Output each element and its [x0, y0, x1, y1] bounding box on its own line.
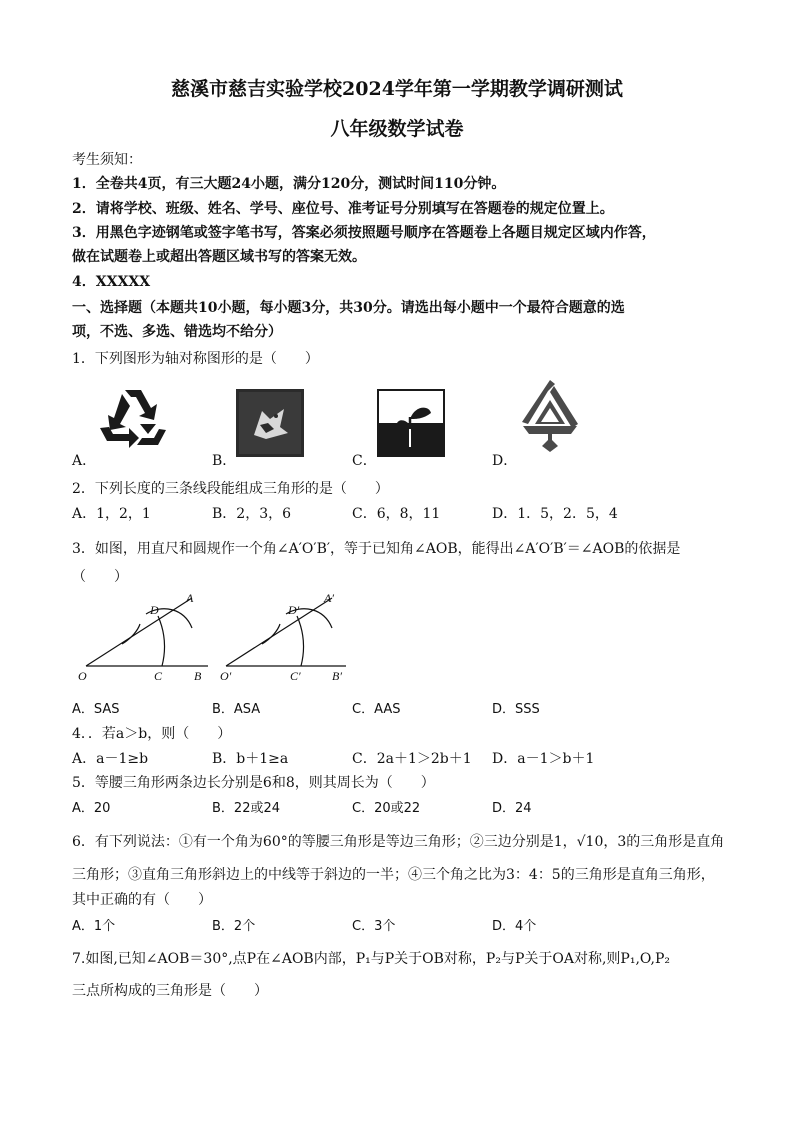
fig-label-d: D	[150, 603, 159, 617]
q6-line-2: 三角形；③直角三角形斜边上的中线等于斜边的一半；④三个角之比为3：4：5的三角形是直角三角形，	[72, 867, 715, 883]
q3-option-c: C．AAS	[352, 702, 401, 717]
q4-option-b: B．b＋1≥a	[212, 751, 289, 767]
notice-heading: 考生须知：	[72, 152, 142, 168]
section1-heading: 一、选择题（本题共10小题，每小题3分，共30分。请选出每小题中一个最符合题意的选	[72, 300, 625, 316]
q6-line-1: 6．有下列说法：①有一个角为60°的等腰三角形是等边三角形；②三边分别是1，√10，3的三角形是直角	[72, 834, 725, 850]
q3-option-b: B．ASA	[212, 702, 261, 717]
exam-title: 慈溪市慈吉实验学校2024学年第一学期教学调研测试	[171, 78, 623, 100]
q5-option-a: A．20	[72, 801, 111, 816]
recycle-symbol-figure	[96, 384, 170, 454]
fig-label-a-prime: A′	[324, 591, 334, 605]
fig-label-b: B	[194, 669, 202, 683]
q3-option-d: D．SSS	[492, 702, 540, 717]
q6-option-b: B．2个	[212, 919, 256, 934]
sprout-image-figure	[377, 389, 445, 457]
q7-line-1: 7.如图,已知∠AOB＝30°,点P在∠AOB内部，P₁与P关于OB对称，P₂与P关于OA对称,则P₁,O,P₂	[72, 951, 671, 967]
q5-stem: 5．等腰三角形两条边长分别是6和8，则其周长为（ ）	[72, 775, 435, 791]
section1-heading-cont: 项，不选、多选、错选均不给分）	[72, 324, 282, 340]
q3-stem: 3．如图，用直尺和圆规作一个角∠A′O′B′，等于已知角∠AOB，能得出∠A′O′B′＝∠AOB的依据是	[72, 541, 681, 557]
notice-item-3: 3．用黑色字迹钢笔或签字笔书写，答案必须按照题号顺序在答题卷上各题目规定区域内作答，	[72, 225, 656, 241]
notice-item-3-cont: 做在试题卷上或超出答题区域书写的答案无效。	[72, 249, 366, 265]
q4-option-d: D．a－1＞b＋1	[492, 751, 595, 767]
notice-item-4: 4．XXXXX	[72, 274, 151, 290]
fig-label-o-prime: O′	[220, 669, 232, 683]
fig-label-c-prime: C′	[290, 669, 301, 683]
notice-item-1: 1．全卷共4页，有三大题24小题，满分120分，测试时间110分钟。	[72, 176, 506, 192]
q6-option-c: C．3个	[352, 919, 396, 934]
q1-option-b-label: B．	[212, 453, 237, 469]
fig-label-d-prime: D′	[288, 603, 300, 617]
q3-paren: （ ）	[72, 569, 128, 585]
q2-stem: 2．下列长度的三条线段能组成三角形的是（ ）	[72, 481, 389, 497]
exam-subtitle: 八年级数学试卷	[330, 118, 464, 140]
notice-item-2: 2．请将学校、班级、姓名、学号、座位号、准考证号分别填写在答题卷的规定位置上。	[72, 201, 614, 217]
q5-option-d: D．24	[492, 801, 532, 816]
fig-label-b-prime: B′	[332, 669, 342, 683]
q7-line-2: 三点所构成的三角形是（ ）	[72, 983, 268, 999]
q5-option-b: B．22或24	[212, 801, 281, 816]
triangle-symbol-figure	[520, 378, 580, 452]
q2-option-c: C．6，8，11	[352, 506, 441, 522]
q1-option-c-label: C．	[352, 453, 377, 469]
q2-option-a: A．1，2，1	[72, 506, 151, 522]
q1-option-d-label: D．	[492, 453, 518, 469]
bird-image-figure	[236, 389, 304, 457]
q6-option-a: A．1个	[72, 919, 116, 934]
fig-label-o: O	[78, 669, 87, 683]
q2-option-b: B．2，3，6	[212, 506, 292, 522]
q3-angle-construction-figure	[74, 590, 374, 686]
q6-line-3: 其中正确的有（ ）	[72, 892, 212, 908]
q1-option-a-label: A．	[72, 453, 97, 469]
fig-label-c: C	[154, 669, 163, 683]
q1-stem: 1．下列图形为轴对称图形的是（ ）	[72, 351, 319, 367]
q6-option-d: D．4个	[492, 919, 537, 934]
q3-option-a: A．SAS	[72, 702, 120, 717]
q5-option-c: C．20或22	[352, 801, 421, 816]
q4-option-c: C．2a＋1＞2b＋1	[352, 751, 472, 767]
q4-option-a: A．a－1≥b	[72, 751, 149, 767]
q2-option-d: D．1．5，2．5，4	[492, 506, 618, 522]
fig-label-a: A	[186, 591, 194, 605]
q4-stem: 4．．若a＞b，则（ ）	[72, 726, 232, 742]
